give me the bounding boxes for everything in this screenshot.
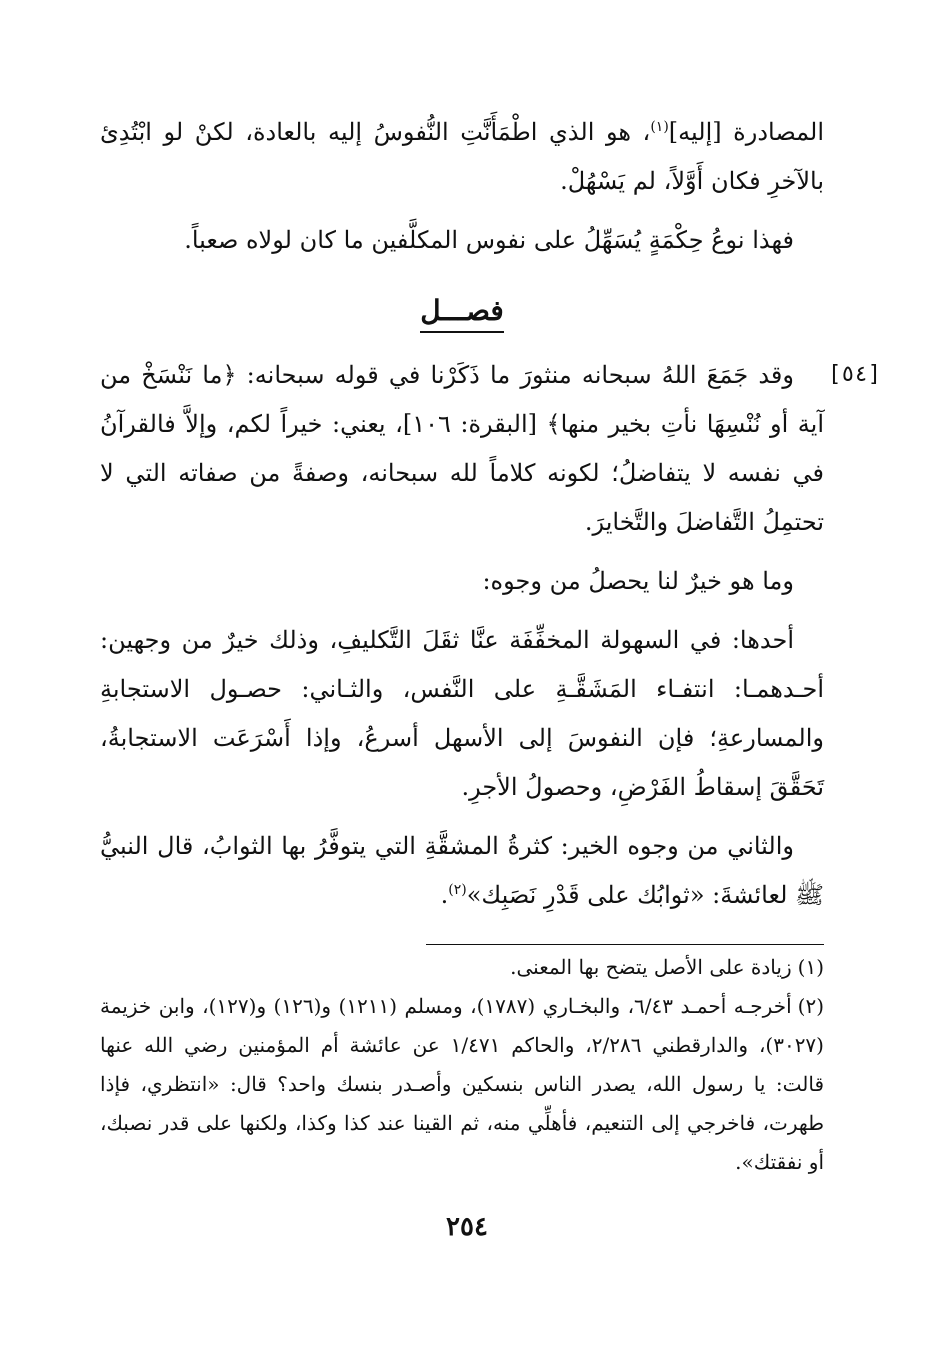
footnote-number: (٢): [797, 994, 825, 1018]
paragraph-2: فهذا نوعُ حِكْمَةٍ يُسَهِّلُ على نفوس المكلَّفين ما كان لولاه صعباً.: [184, 226, 794, 254]
footnote-number: (١): [797, 955, 824, 979]
paragraph-4: وما هو خيرٌ لنا يحصلُ من وجوه:: [482, 567, 794, 595]
paragraph-1-start: المصادرة [إليه]: [668, 118, 824, 146]
footnote-divider: [426, 944, 824, 945]
footnotes: [100, 948, 824, 1182]
footnote-text: أخرجـه أحمـد ٦/٤٣، والبخـاري (١٧٨٧)، ومسلم (١٢١١) و(١٢٦) و(١٢٧)، وابن خزيمة (٣٠٢٧)، والدارقطني ٢/٢٨٦، والحاكم ١/٤٧١ عن عائشة أم المؤمنين رضي الله عنها قالت: يا رسول الله، يصدر الناس بنسكين وأصـدر بنسك واحد؟ قال: «انتظري، فإذا طهرت، فاخرجي إلى التنعيم، فأهلِّي منه، ثم القينا عند كذا وكذا، ولكنها على قدر نصبك، أو نفقتك».: [100, 994, 824, 1174]
paragraph-5: أحدها: في السهولة المخفِّفَة عنَّا ثقَلَ التَّكليفِ، وذلك خيرٌ من وجهين: أحـدهمـا: انتفـاء المَشَقَّـةِ على النَّفس، والثـاني: حصـول الاستجابةِ والمسارعةِ؛ فإن النفوسَ إلى الأسهل أسرعُ، وإذا أَسْرَعَت الاستجابةُ، تَحَقَّقَ إسقاطُ الفَرْضِ، وحصولُ الأجرِ.: [100, 626, 824, 801]
paragraph-3: وقد جَمَعَ اللهُ سبحانه منثورَ ما ذَكَرْنا في قوله سبحانه: ﴿ما نَنْسَخْ من آية أو نُنْسِهَا نأتِ بخير منها﴾ [البقرة: ١٠٦]، يعني: خيراً لكم، وإلاَّ فالقرآنُ في نفسه لا يتفاضلُ؛ لكونه كلاماً لله سبحانه، وصفةً من صفاته التي لا تحتمِلُ التَّفاضلَ والتَّخايرَ.: [100, 361, 824, 536]
footnote-ref-1[interactable]: (١): [650, 119, 669, 135]
paragraph-6-text: والثاني من وجوه الخير: كثرةُ المشقَّةِ التي يتوفَّرُ بها الثوابُ، قال النبيُّ ﷺ لعائشةَ: «ثوابُك على قَدْرِ نَصَبِك»: [100, 832, 824, 909]
footnote-2: [100, 987, 824, 1182]
paragraph-1: [100, 108, 824, 206]
page-number: ٢٥٤: [446, 1212, 488, 1242]
paragraph-6-end: .: [440, 881, 449, 909]
footnote-ref-2[interactable]: (٢): [448, 882, 467, 898]
footnote-1: [100, 948, 824, 987]
section-heading-text: فصـــل: [420, 291, 503, 333]
main-text: [100, 108, 824, 930]
footnote-text: زيادة على الأصل يتضح بها المعنى.: [510, 955, 792, 979]
paragraph-6: [100, 822, 824, 920]
section-heading: [100, 291, 824, 333]
section-number-marker: [٥٤]: [828, 362, 881, 387]
paragraph-1-rest: ، هو الذي اطْمَأَنَّتِ النُّفوسُ إليه بالعادة، لكنْ لو ابْتُدِئ بالآخرِ فكان أَوَّلاً، لم يَسْهُلْ.: [100, 118, 824, 195]
